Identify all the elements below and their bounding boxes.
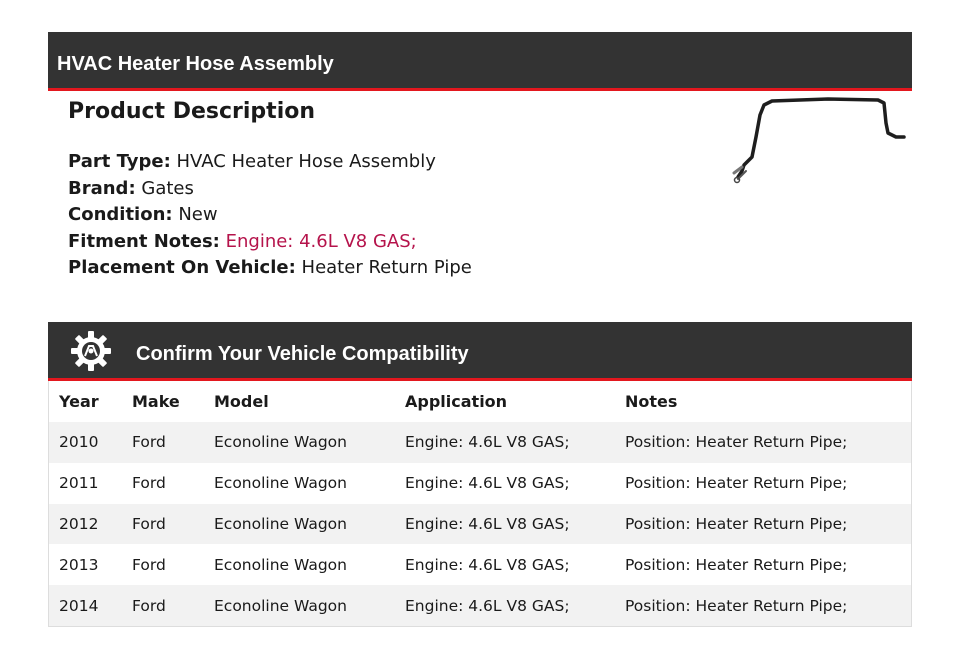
cell-notes: Position: Heater Return Pipe; [625, 514, 848, 533]
cell-application: Engine: 4.6L V8 GAS; [405, 555, 570, 574]
spec-value-fitment: Engine: 4.6L V8 GAS; [225, 230, 417, 252]
spec-value: HVAC Heater Hose Assembly [176, 151, 436, 172]
table-row [49, 504, 911, 545]
spec-label: Condition: [68, 204, 173, 225]
col-model: Model [214, 392, 269, 411]
spec-label: Placement On Vehicle: [68, 257, 296, 278]
description-heading: Product Description [68, 99, 316, 124]
compat-table [48, 381, 912, 627]
cell-model: Econoline Wagon [214, 555, 347, 574]
cell-model: Econoline Wagon [214, 474, 347, 493]
col-notes: Notes [625, 392, 678, 411]
page-title: HVAC Heater Hose Assembly [57, 53, 334, 75]
cell-application: Engine: 4.6L V8 GAS; [405, 514, 570, 533]
cell-model: Econoline Wagon [214, 596, 347, 615]
spec-row [68, 255, 708, 282]
cell-year: 2010 [59, 433, 99, 452]
cell-model: Econoline Wagon [214, 433, 347, 452]
cell-application: Engine: 4.6L V8 GAS; [405, 474, 570, 493]
spec-label: Part Type: [68, 151, 171, 172]
spec-row [68, 149, 708, 176]
cell-make: Ford [132, 514, 166, 533]
title-bar [48, 32, 912, 91]
col-make: Make [132, 392, 180, 411]
cell-application: Engine: 4.6L V8 GAS; [405, 433, 570, 452]
table-row [49, 585, 911, 626]
cell-make: Ford [132, 433, 166, 452]
product-description [68, 97, 708, 282]
cell-application: Engine: 4.6L V8 GAS; [405, 596, 570, 615]
compat-bar [48, 322, 912, 381]
cell-make: Ford [132, 555, 166, 574]
cell-make: Ford [132, 596, 166, 615]
spec-row [68, 229, 708, 256]
cell-year: 2012 [59, 514, 99, 533]
heater-hose-image [728, 95, 908, 190]
cell-notes: Position: Heater Return Pipe; [625, 433, 848, 452]
spec-value: Gates [141, 177, 194, 199]
cell-model: Econoline Wagon [214, 514, 347, 533]
table-header [49, 381, 911, 422]
spec-value: Heater Return Pipe [301, 257, 472, 278]
spec-list [68, 149, 708, 282]
cell-year: 2011 [59, 474, 99, 493]
col-application: Application [405, 392, 508, 411]
cell-notes: Position: Heater Return Pipe; [625, 596, 848, 615]
table-row [49, 544, 911, 585]
cell-notes: Position: Heater Return Pipe; [625, 474, 848, 493]
cell-make: Ford [132, 474, 166, 493]
compat-title: Confirm Your Vehicle Compatibility [136, 343, 469, 365]
spec-value: New [178, 204, 218, 225]
cell-year: 2014 [59, 596, 99, 615]
table-row [49, 422, 911, 463]
spec-row [68, 202, 708, 229]
col-year: Year [59, 392, 99, 411]
spec-label: Fitment Notes: [68, 230, 220, 252]
gear-icon [70, 330, 112, 372]
spec-row [68, 176, 708, 203]
cell-year: 2013 [59, 555, 99, 574]
table-row [49, 463, 911, 504]
spec-label: Brand: [68, 177, 136, 199]
cell-notes: Position: Heater Return Pipe; [625, 555, 848, 574]
